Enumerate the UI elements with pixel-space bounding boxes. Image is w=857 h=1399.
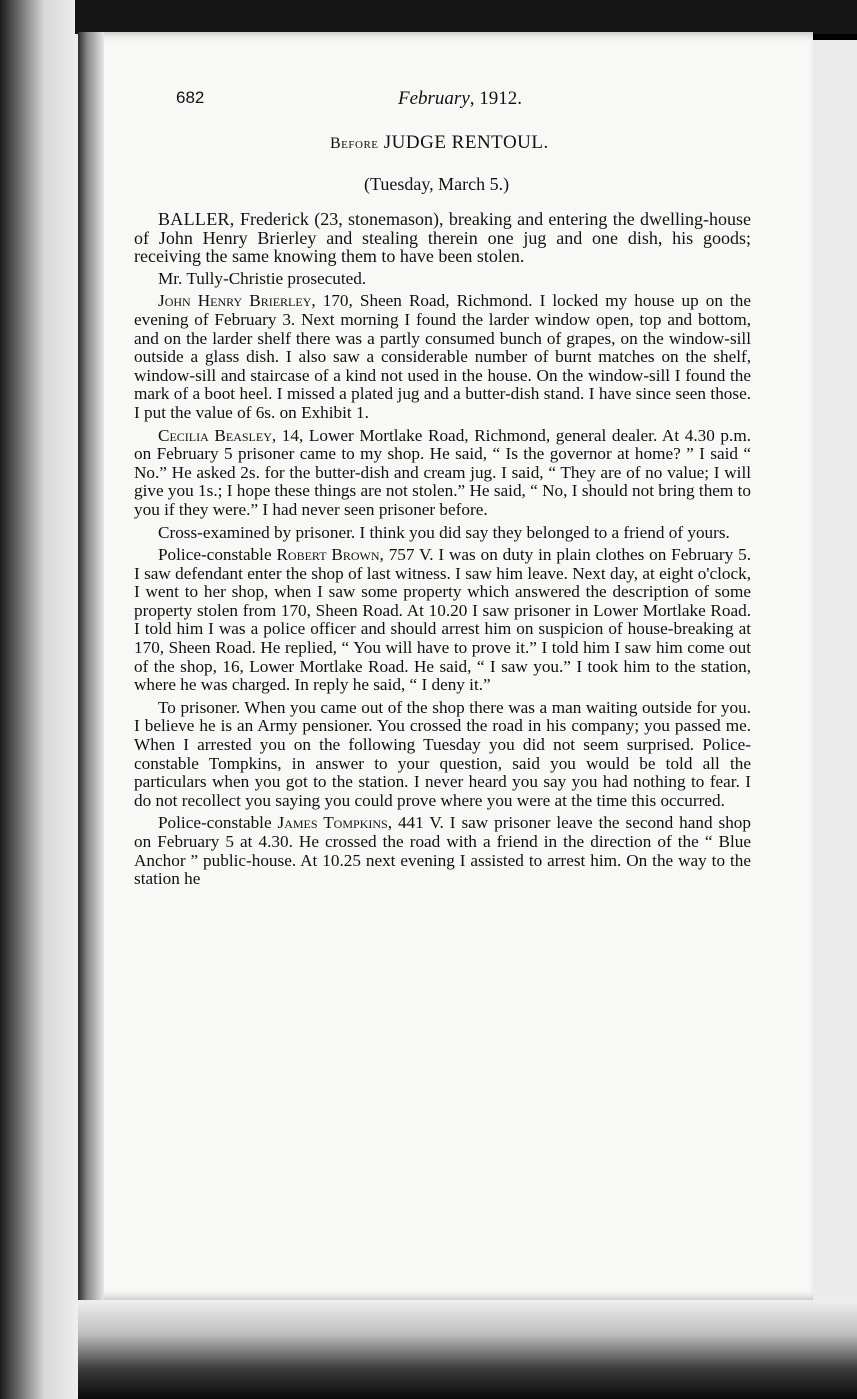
running-head-year: , 1912. (469, 88, 523, 109)
witness-testimony: , 441 V. I saw prisoner leave the second hand shop on February 5 at 4.30. He crossed the road with a friend in the direction of the “ Blue Anchor ” public-house. At 10.25 next evening I assisted to arrest him. On the way to the station he (134, 813, 751, 889)
witness-brierley (134, 292, 751, 422)
defendant-name: BALLER, (158, 209, 235, 229)
court-title-judge: JUDGE RENTOUL. (383, 132, 549, 153)
prosecution-line: Mr. Tully-Christie prosecuted. (158, 268, 367, 288)
witness-prefix: Police-constable (158, 545, 277, 565)
case-heading (134, 210, 751, 266)
page-number: 682 (176, 88, 205, 107)
charge-text: Frederick (23, stonemason), breaking and entering the dwelling-house of John Henry Brierley and stealing therein one jug and one dish, his goods; receiving the same knowing them to have been stolen. (134, 209, 752, 267)
witness-testimony: , 170, Sheen Road, Richmond. I locked my house up on the evening of February 3. Next morning I found the larder window open, top and bottom, and on the larder shelf there was a partly consumed bunch of grapes, on the window-sill outside a glass dish. I also saw a considerable number of burnt matches on the shelf, window-sill and staircase of a kind not used in the house. On the window-sill I found the mark of a boot heel. I missed a plated jug and a butter-dish stand. I have since seen those. I put the value of 6s. on Exhibit 1. (134, 291, 751, 422)
case-report (134, 210, 751, 893)
to-prisoner: To prisoner. When you came out of the shop there was a man waiting outside for you. I believe he is an Army pensioner. You crossed the road in his company; you passed me. When I arrested you on the following Tuesday you did not seem surprised. Police-constable Tompkins, in answer to your question, said you would be told all the particulars when you got to the station. I never heard you say you had nothing to fear. I do not recollect you saying you could prove where you were at the time this occurred. (134, 697, 751, 810)
cross-examination: Cross-examined by prisoner. I think you did say they belonged to a friend of yours. (158, 522, 730, 542)
page-gutter (78, 32, 104, 1300)
witness-name: John Henry Brierley (158, 291, 312, 311)
sitting-date: (Tuesday, March 5.) (364, 174, 510, 194)
witness-prefix: Police-constable (158, 813, 278, 833)
running-head-month: February (398, 88, 470, 109)
witness-beasley (134, 427, 751, 520)
witness-brown (134, 546, 751, 695)
witness-testimony: , 14, Lower Mortlake Road, Richmond, general dealer. At 4.30 p.m. on February 5 prisoner came to my shop. He said, “ Is the governor at home? ” I said “ No.” He asked 2s. for the butter-dish and cream jug. I said, “ They are of no value; I will give you 1s.; I hope these things are not stolen.” He said, “ No, I should not bring them to you if they were.” I had never seen prisoner before. (134, 425, 751, 519)
running-head (398, 88, 522, 110)
book-edge-left (0, 0, 80, 1399)
court-title (330, 132, 549, 154)
page-header (176, 88, 736, 116)
witness-name: James Tompkins (277, 813, 388, 833)
scan-border-top (75, 0, 857, 34)
witness-name: Cecilia Beasley (158, 425, 272, 445)
witness-name: Robert Brown (276, 545, 380, 565)
scan-border-bottom (78, 1300, 857, 1399)
witness-tompkins (134, 814, 751, 888)
court-title-before: Before (330, 135, 379, 152)
witness-testimony: , 757 V. I was on duty in plain clothes on February 5. I saw defendant enter the shop of last witness. I saw him leave. Next day, at eight o'clock, I went to her shop, when I saw some property which answered the description of some property stolen from 170, Sheen Road. At 10.20 I saw prisoner in Lower Mortlake Road. I told him I was a police officer and should arrest him on suspicion of house-breaking at 170, Sheen Road. He replied, “ You will have to prove it.” I told him I saw him come out of the shop, 16, Lower Mortlake Road. He said, “ I saw you.” I took him to the station, where he was charged. In reply he said, “ I deny it.” (134, 545, 751, 695)
